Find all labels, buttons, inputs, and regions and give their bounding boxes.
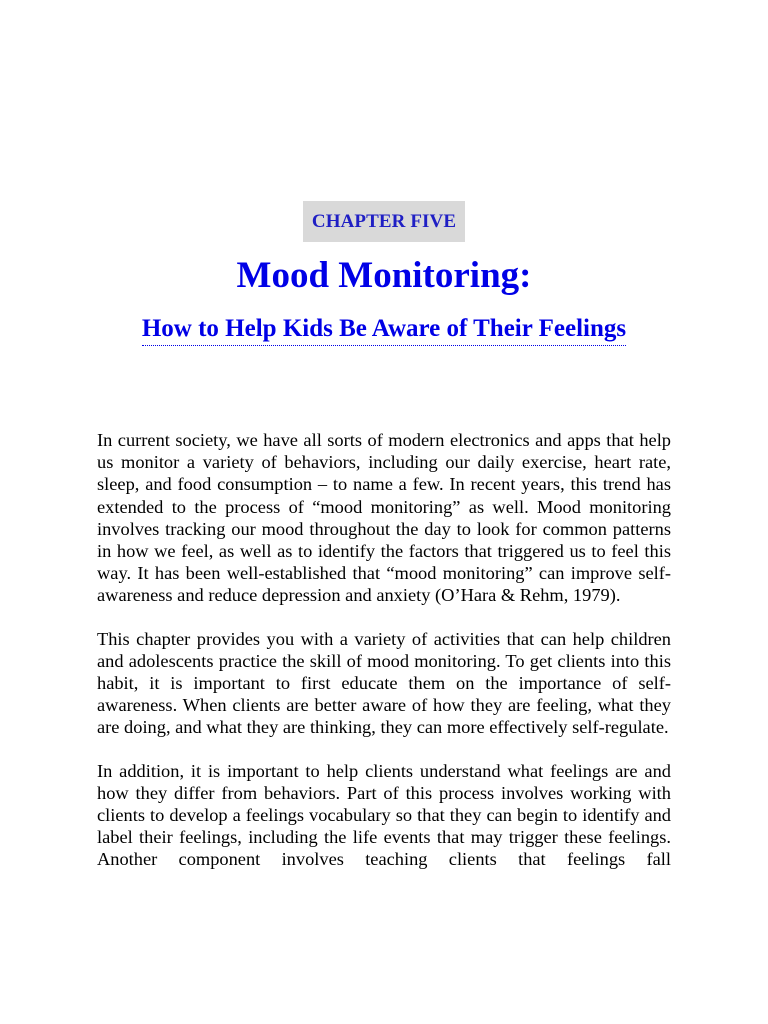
chapter-title: Mood Monitoring: [236,255,532,296]
body-text [97,429,671,892]
paragraph-1: In current society, we have all sorts of modern electronics and apps that help us monitor a variety of behaviors, including our daily exercise, heart rate, sleep, and food consumption – to name a few. In recent years, this trend has extended to the process of “mood monitoring” as well. Mood monitoring involves tracking our mood throughout the day to look for common patterns in how we feel, as well as to identify the factors that triggered us to feel this way. It has been well-established that “mood monitoring” can improve self-awareness and reduce depression and anxiety (O’Hara & Rehm, 1979). [97,430,671,606]
chapter-subtitle-link[interactable]: How to Help Kids Be Aware of Their Feelings [142,313,626,346]
chapter-subtitle-container [0,313,768,346]
paragraph-3: In addition, it is important to help clients understand what feelings are and how they differ from behaviors. Part of this process involves working with clients to develop a feelings vocabulary so that they can begin to identify and label their feelings, including the life events that may trigger these feelings. Another component involves teaching clients that feelings fall [97,760,671,870]
chapter-label: CHAPTER FIVE [303,201,465,242]
paragraph-2: This chapter provides you with a variety of activities that can help children and adolescents practice the skill of mood monitoring. To get clients into this habit, it is important to first educate them on the importance of self-awareness. When clients are better aware of how they are feeling, what they are doing, and what they are thinking, they can more effectively self-regulate. [97,628,671,738]
chapter-label-container [0,201,768,242]
